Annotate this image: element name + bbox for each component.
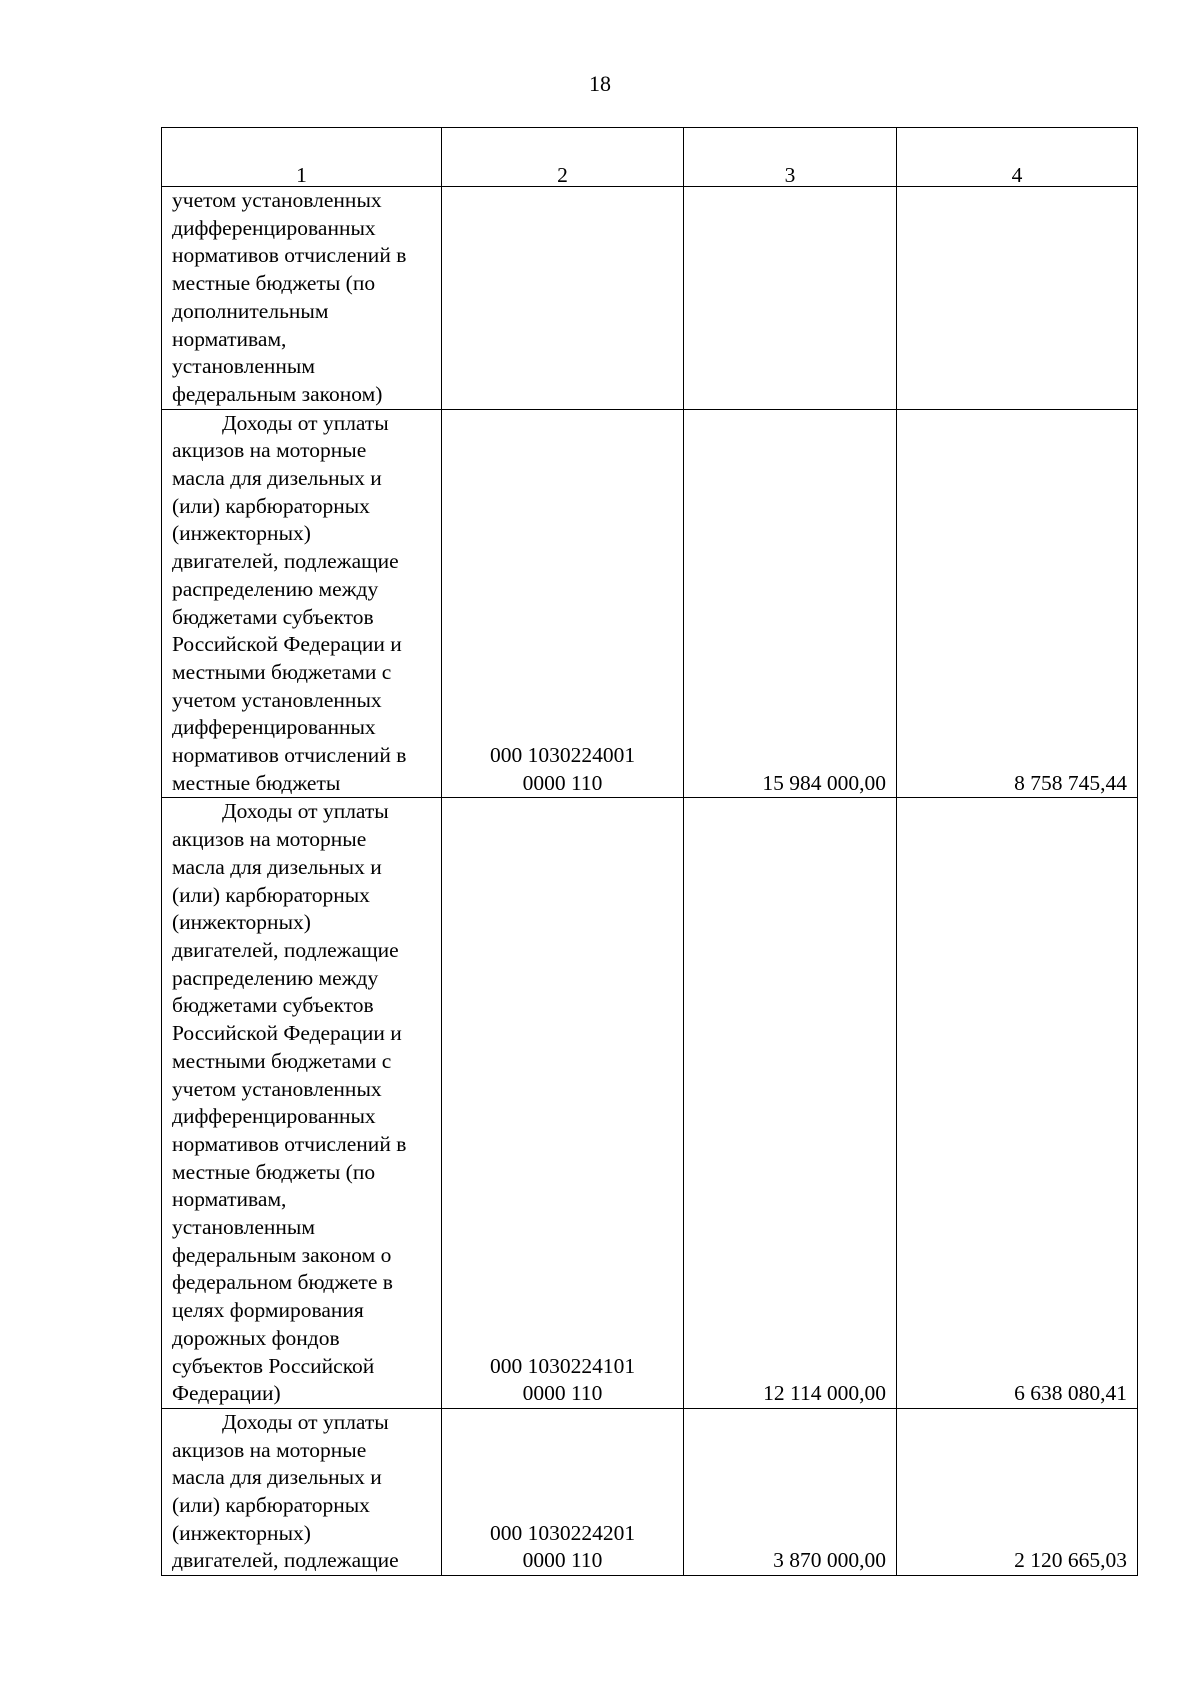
- page-number: 18: [589, 71, 611, 96]
- revenue-name-line: дифференцированных: [172, 1104, 376, 1129]
- plan-amount-cell: [684, 187, 897, 410]
- revenue-name-line: нормативов отчислений в: [172, 743, 407, 768]
- revenue-name-cell: [162, 187, 442, 410]
- actual-amount-cell: 6 638 080,41: [897, 798, 1138, 1408]
- revenue-name-line: учетом установленных: [172, 188, 382, 212]
- revenue-name-line: нормативам,: [172, 326, 287, 351]
- plan-amount-cell: 3 870 000,00: [684, 1408, 897, 1575]
- revenue-name-line: (или) карбюраторных: [172, 493, 370, 518]
- table-row: [162, 409, 1138, 798]
- revenue-name-line: дополнительным: [172, 298, 329, 323]
- revenue-name-line: (или) карбюраторных: [172, 1493, 370, 1518]
- revenue-name-line: масла для дизельных и: [172, 1465, 382, 1490]
- budget-code-line: 0000 110: [522, 1381, 603, 1406]
- revenue-name-line: бюджетами субъектов: [172, 993, 374, 1018]
- column-header-4: 4: [897, 128, 1138, 187]
- revenue-name-line: акцизов на моторные: [172, 438, 367, 463]
- revenue-name-line: (инжекторных): [172, 521, 311, 546]
- revenue-name-line: нормативов отчислений в: [172, 243, 407, 268]
- budget-code-line: 0000 110: [522, 1548, 603, 1573]
- revenue-name-line: местные бюджеты: [172, 770, 341, 795]
- revenue-name-line: местными бюджетами с: [172, 1048, 392, 1073]
- revenue-name-line: федеральным законом о: [172, 1242, 392, 1267]
- revenue-name-line: целях формирования: [172, 1298, 364, 1323]
- revenue-name-line: двигателей, подлежащие: [172, 937, 399, 962]
- revenue-name-line: масла для дизельных и: [172, 466, 382, 491]
- column-header-1: 1: [162, 128, 442, 187]
- revenue-name-line: местные бюджеты (по: [172, 271, 376, 296]
- revenue-name-line: местными бюджетами с: [172, 659, 392, 684]
- revenue-name-line: двигателей, подлежащие: [172, 549, 399, 574]
- revenue-name-cell: [162, 1408, 442, 1575]
- budget-code-line: 000 1030224001: [489, 743, 636, 768]
- revenue-name-line: субъектов Российской: [172, 1353, 375, 1378]
- budget-code-cell: [442, 409, 684, 798]
- column-header-3: 3: [684, 128, 897, 187]
- revenue-name-line: распределению между: [172, 576, 379, 601]
- revenue-name-cell: [162, 409, 442, 798]
- actual-amount-cell: [897, 187, 1138, 410]
- budget-code-line: 000 1030224101: [489, 1353, 636, 1378]
- revenue-name-line: установленным: [172, 354, 315, 379]
- budget-code-line: 0000 110: [522, 770, 603, 795]
- revenue-name-line: федеральном бюджете в: [172, 1270, 393, 1295]
- table-row: [162, 1408, 1138, 1575]
- revenue-name-line: учетом установленных: [172, 1076, 382, 1101]
- actual-amount-cell: 2 120 665,03: [897, 1408, 1138, 1575]
- plan-amount-cell: 12 114 000,00: [684, 798, 897, 1408]
- revenue-name-line: дифференцированных: [172, 715, 376, 740]
- table-row: [162, 187, 1138, 410]
- revenue-name-line: (инжекторных): [172, 1520, 311, 1545]
- revenue-name-line: (или) карбюраторных: [172, 882, 370, 907]
- revenue-name-line: Российской Федерации и: [172, 1021, 402, 1046]
- revenue-name-line: распределению между: [172, 965, 379, 990]
- header-row: [162, 128, 1138, 187]
- column-header-2: 2: [442, 128, 684, 187]
- revenue-name-line: нормативам,: [172, 1187, 287, 1212]
- revenue-name-line: акцизов на моторные: [172, 827, 367, 852]
- table-header: [162, 128, 1138, 187]
- revenue-name-line: акцизов на моторные: [172, 1437, 367, 1462]
- revenue-name-line: дифференцированных: [172, 215, 376, 240]
- revenue-name-line: Федерации): [172, 1381, 281, 1406]
- revenue-name-line: Доходы от уплаты: [222, 1409, 389, 1434]
- plan-amount-cell: 15 984 000,00: [684, 409, 897, 798]
- revenue-name-line: дорожных фондов: [172, 1325, 340, 1350]
- table-body: [162, 187, 1138, 1576]
- budget-code-cell: [442, 1408, 684, 1575]
- budget-code-line: 000 1030224201: [489, 1520, 636, 1545]
- revenue-name-line: Доходы от уплаты: [222, 410, 389, 435]
- revenue-name-line: местные бюджеты (по: [172, 1159, 376, 1184]
- budget-code-cell: [442, 798, 684, 1408]
- revenue-name-line: двигателей, подлежащие: [172, 1548, 399, 1573]
- revenue-name-line: (инжекторных): [172, 910, 311, 935]
- revenue-name-line: учетом установленных: [172, 687, 382, 712]
- actual-amount-cell: 8 758 745,44: [897, 409, 1138, 798]
- revenue-name-cell: [162, 798, 442, 1408]
- revenue-name-line: нормативов отчислений в: [172, 1131, 407, 1156]
- table-row: [162, 798, 1138, 1408]
- revenue-name-line: Российской Федерации и: [172, 632, 402, 657]
- revenue-table: [161, 127, 1138, 1576]
- revenue-name-line: масла для дизельных и: [172, 854, 382, 879]
- revenue-name-line: Доходы от уплаты: [222, 799, 389, 824]
- revenue-name-line: установленным: [172, 1215, 315, 1240]
- revenue-name-line: бюджетами субъектов: [172, 604, 374, 629]
- revenue-name-line: федеральным законом): [172, 381, 383, 406]
- budget-code-cell: [442, 187, 684, 410]
